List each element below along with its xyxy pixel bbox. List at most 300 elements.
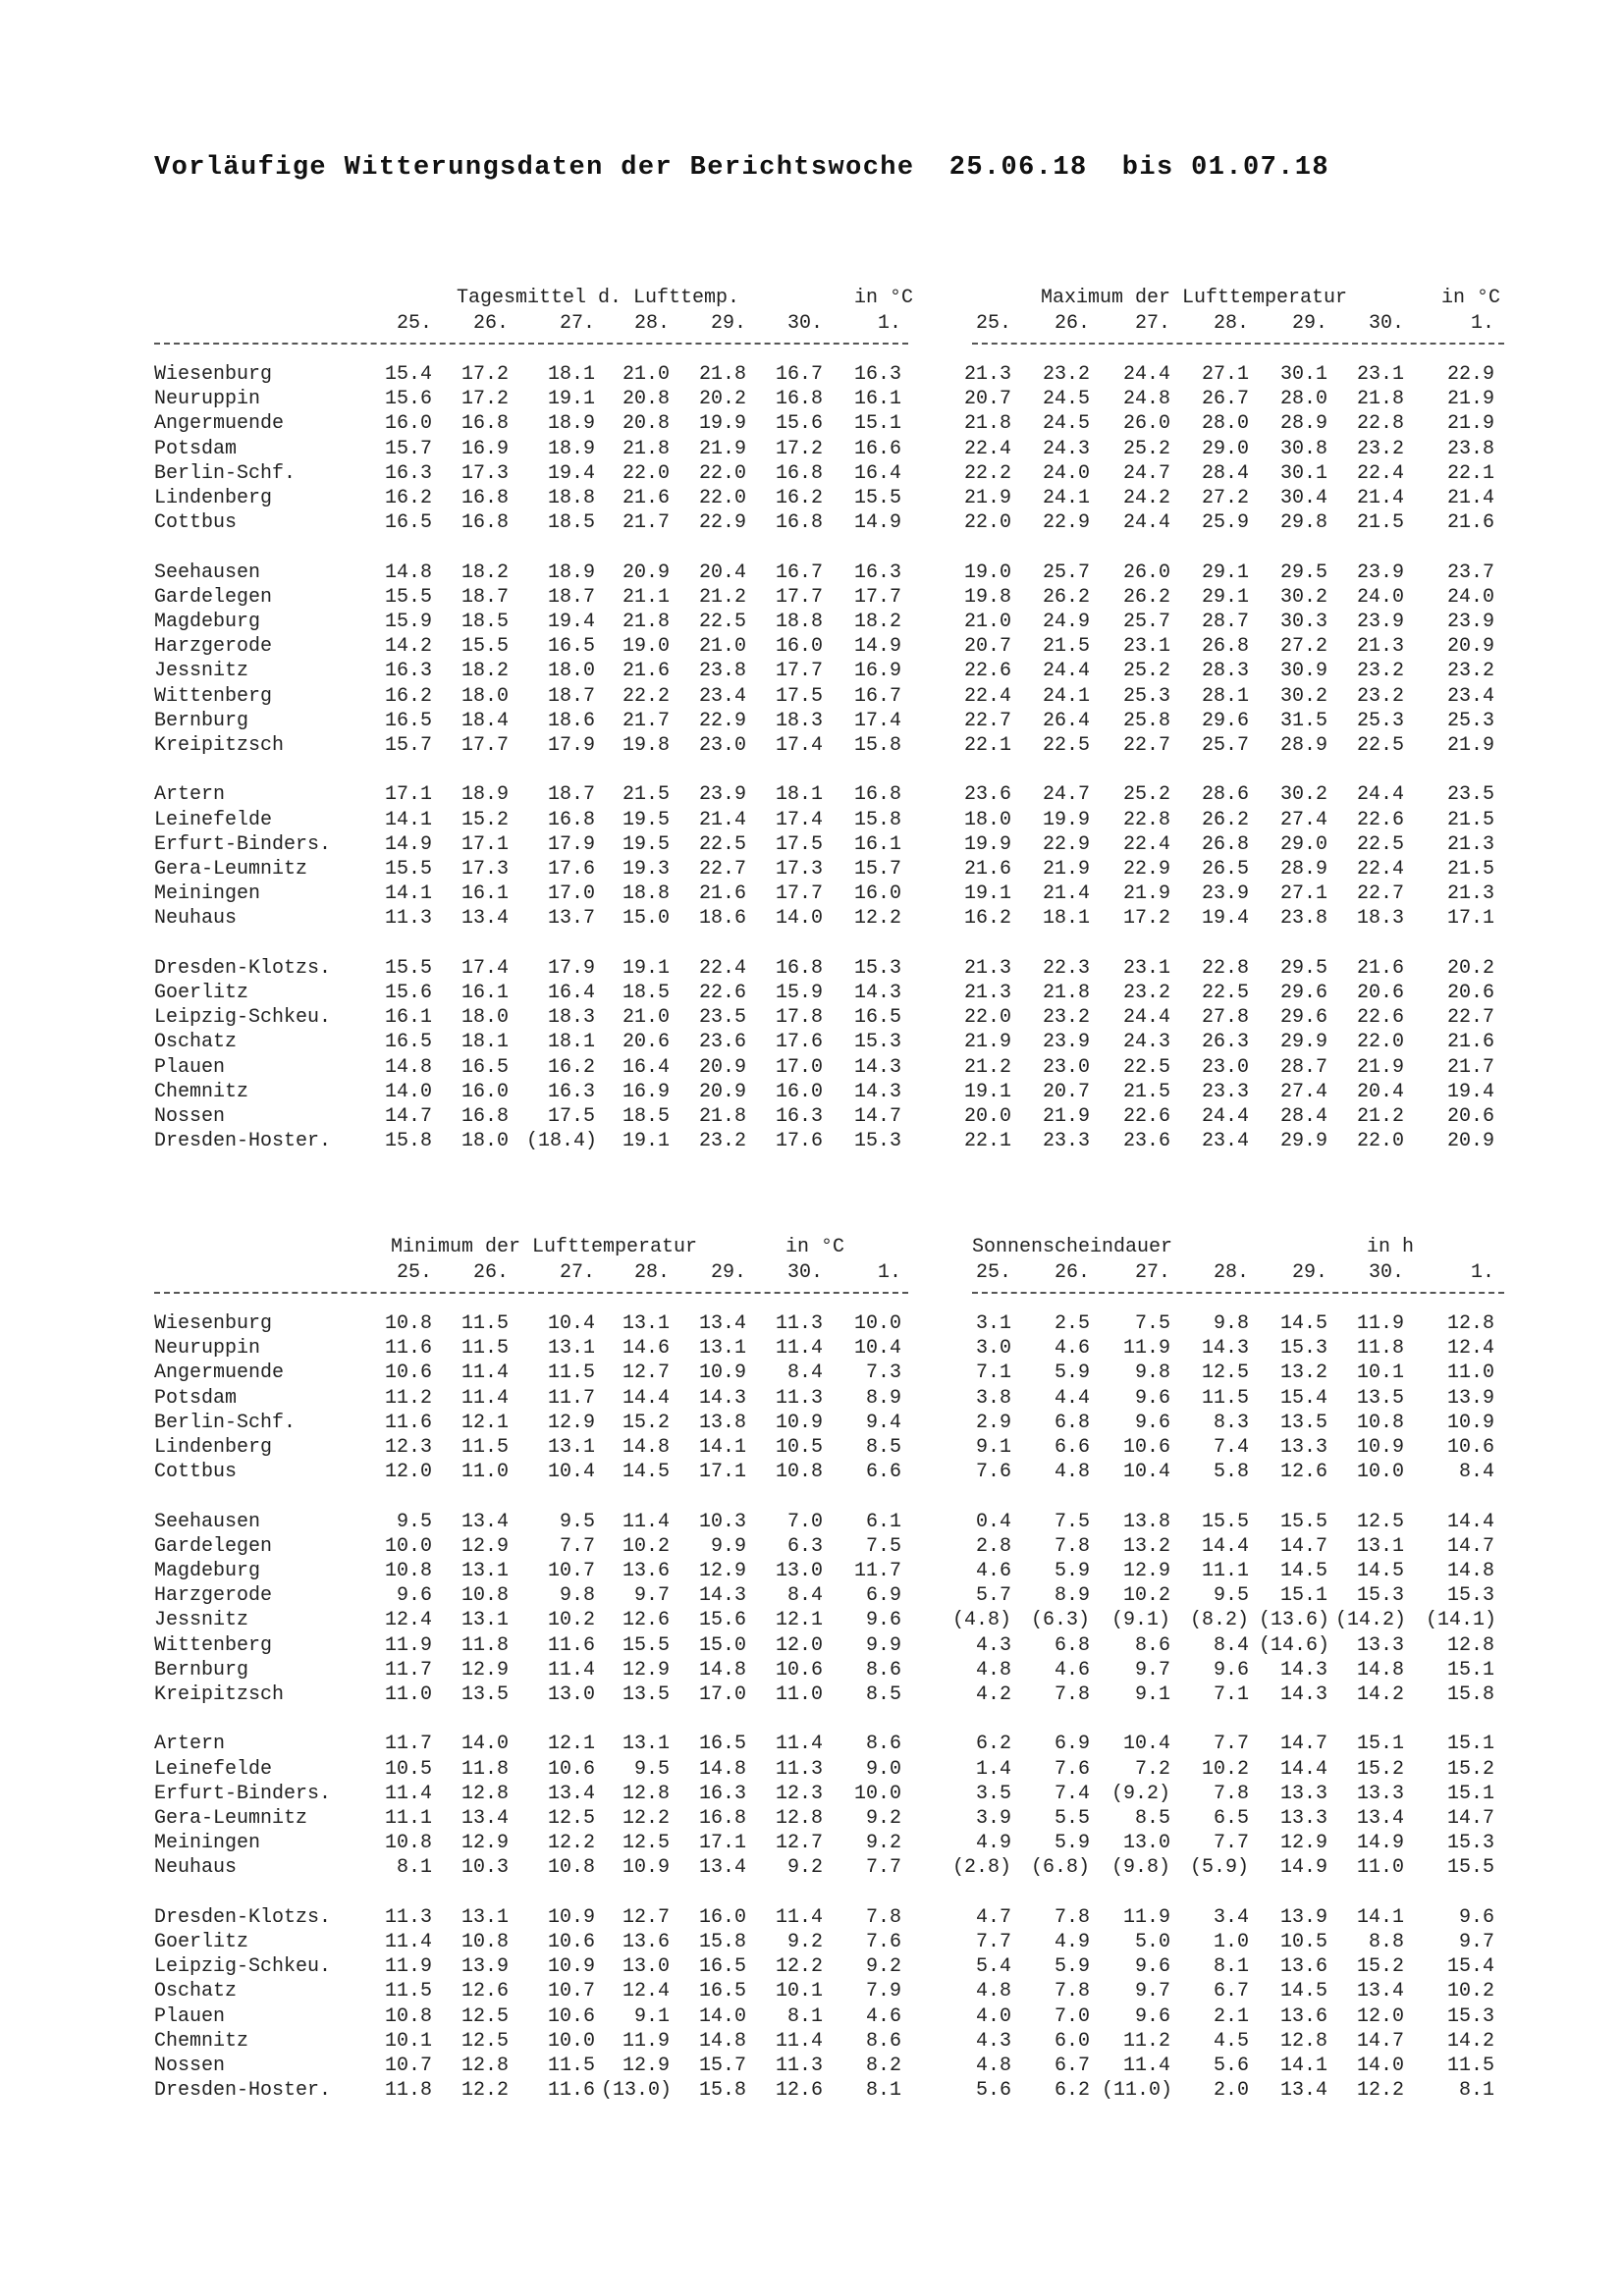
value-top-right: 30.1	[1279, 363, 1327, 386]
value-top-right: 21.4	[1042, 882, 1090, 906]
value-top-right: 25.2	[1122, 783, 1170, 807]
value-bottom-left: 16.0	[698, 1905, 746, 1929]
value-bottom-right: 9.6	[1213, 1658, 1249, 1682]
value-bottom-right: 15.1	[1446, 1782, 1494, 1805]
top-day-right: 1.	[1470, 312, 1494, 335]
value-bottom-left: 12.6	[775, 2079, 823, 2103]
value-top-left: 23.4	[698, 684, 746, 708]
value-bottom-right: 15.1	[1446, 1733, 1494, 1756]
value-bottom-left: 15.6	[698, 1609, 746, 1632]
value-bottom-left: 9.4	[865, 1411, 901, 1434]
value-bottom-right: 10.1	[1356, 1362, 1404, 1385]
value-bottom-right: 3.1	[975, 1312, 1011, 1335]
value-top-right: 22.6	[1356, 808, 1404, 831]
value-top-left: 18.1	[547, 363, 595, 386]
value-bottom-left: 7.6	[865, 1931, 901, 1953]
station-name: Leinefelde	[154, 808, 273, 831]
value-top-left: 22.0	[622, 461, 670, 485]
value-bottom-right: 13.4	[1279, 2079, 1327, 2103]
value-top-left: 23.8	[698, 660, 746, 683]
value-bottom-right: 13.4	[1356, 1807, 1404, 1830]
bottom-day-right: 25.	[975, 1261, 1011, 1284]
value-bottom-right: 4.2	[975, 1683, 1011, 1706]
value-top-right: 23.9	[1201, 882, 1249, 906]
value-top-left: 18.0	[460, 1130, 509, 1153]
value-top-right: 19.0	[963, 561, 1011, 584]
station-name: Neuruppin	[154, 388, 261, 411]
value-bottom-left: 13.4	[460, 1510, 509, 1533]
value-bottom-left: 12.8	[460, 1782, 509, 1805]
value-top-right: 26.7	[1201, 388, 1249, 411]
value-top-left: 16.2	[775, 487, 823, 509]
value-bottom-left: 13.8	[698, 1411, 746, 1434]
value-top-right: 22.6	[1356, 1006, 1404, 1030]
value-top-left: 18.9	[460, 783, 509, 807]
value-bottom-right: 10.2	[1201, 1757, 1249, 1781]
value-bottom-left: 12.5	[460, 2004, 509, 2028]
value-top-right: 29.0	[1279, 832, 1327, 856]
value-top-left: 18.6	[698, 907, 746, 931]
value-top-left: 16.2	[384, 684, 432, 708]
value-bottom-right: 9.6	[1134, 1411, 1170, 1434]
value-bottom-left: 10.8	[384, 2004, 432, 2028]
value-bottom-right: 13.4	[1356, 1980, 1404, 2003]
value-top-right: 19.1	[963, 1080, 1011, 1103]
value-top-right: 21.3	[1446, 832, 1494, 856]
value-bottom-left: 14.3	[698, 1386, 746, 1410]
bottom-day-left: 30.	[786, 1261, 823, 1284]
station-name: Neuhaus	[154, 907, 238, 931]
value-top-right: 22.4	[1122, 832, 1170, 856]
value-top-left: 20.9	[698, 1080, 746, 1103]
station-name: Plauen	[154, 1055, 226, 1079]
value-bottom-right: 6.8	[1054, 1633, 1090, 1657]
station-name: Neuhaus	[154, 1856, 238, 1880]
value-top-right: 21.9	[963, 487, 1011, 509]
value-bottom-left: 14.8	[698, 1757, 746, 1781]
value-bottom-right: (9.1)	[1110, 1609, 1170, 1632]
value-bottom-right: 7.6	[1054, 1757, 1090, 1781]
value-top-left: 17.4	[460, 956, 509, 980]
value-top-left: 16.5	[853, 1006, 901, 1030]
value-top-left: 15.5	[384, 956, 432, 980]
value-bottom-right: 10.5	[1279, 1931, 1327, 1953]
value-top-right: 22.9	[1446, 363, 1494, 386]
value-bottom-left: 10.4	[853, 1337, 901, 1361]
value-bottom-right: 7.7	[1213, 1733, 1249, 1756]
value-top-right: 25.3	[1446, 709, 1494, 732]
value-bottom-right: 9.6	[1134, 1386, 1170, 1410]
value-top-right: 19.9	[1042, 808, 1090, 831]
value-bottom-right: 7.6	[975, 1461, 1011, 1484]
value-bottom-left: 10.4	[547, 1461, 595, 1484]
top-day-left: 26.	[472, 312, 509, 335]
value-top-right: 31.5	[1279, 709, 1327, 732]
value-bottom-right: 14.7	[1446, 1807, 1494, 1830]
value-bottom-left: 14.8	[698, 2029, 746, 2053]
value-top-right: 28.9	[1279, 858, 1327, 881]
value-bottom-left: 7.7	[865, 1856, 901, 1880]
value-top-right: 23.3	[1042, 1130, 1090, 1153]
value-bottom-right: 14.8	[1356, 1658, 1404, 1682]
value-top-right: 20.4	[1356, 1080, 1404, 1103]
value-bottom-right: 15.1	[1279, 1584, 1327, 1608]
bottom-day-right: 27.	[1134, 1261, 1170, 1284]
station-name: Bernburg	[154, 1658, 249, 1682]
value-top-right: 22.9	[1122, 858, 1170, 881]
value-bottom-right: 13.2	[1122, 1534, 1170, 1558]
value-bottom-left: 8.1	[865, 2079, 901, 2103]
value-bottom-left: 11.5	[384, 1980, 432, 2003]
value-bottom-left: 10.6	[384, 1362, 432, 1385]
value-top-left: 17.4	[853, 709, 901, 732]
value-top-left: 12.2	[853, 907, 901, 931]
value-bottom-right: 6.5	[1213, 1807, 1249, 1830]
value-top-left: 16.9	[622, 1080, 670, 1103]
value-bottom-left: 10.9	[547, 1955, 595, 1979]
value-top-left: 17.9	[547, 956, 595, 980]
value-top-right: 22.6	[1122, 1105, 1170, 1128]
value-top-left: 14.7	[384, 1105, 432, 1128]
value-top-left: 22.9	[698, 511, 746, 535]
station-name: Goerlitz	[154, 982, 249, 1004]
value-bottom-left: 9.6	[865, 1609, 901, 1632]
value-top-left: 18.3	[547, 1006, 595, 1030]
value-top-right: 27.2	[1279, 635, 1327, 659]
value-top-right: 26.4	[1042, 709, 1090, 732]
value-bottom-left: 14.4	[622, 1386, 670, 1410]
value-bottom-left: 11.8	[384, 2079, 432, 2103]
value-bottom-left: 13.4	[698, 1856, 746, 1880]
value-bottom-right: 9.7	[1134, 1980, 1170, 2003]
value-bottom-left: 10.8	[775, 1461, 823, 1484]
value-top-left: 16.0	[775, 1080, 823, 1103]
value-top-left: 19.1	[622, 956, 670, 980]
value-top-right: 27.4	[1279, 808, 1327, 831]
value-top-right: 18.3	[1356, 907, 1404, 931]
value-top-left: 17.0	[547, 882, 595, 906]
value-top-right: 24.4	[1356, 783, 1404, 807]
value-bottom-right: (6.3)	[1030, 1609, 1090, 1632]
station-name: Lindenberg	[154, 487, 273, 509]
value-top-left: 18.1	[460, 1031, 509, 1054]
value-bottom-right: 9.1	[1134, 1683, 1170, 1706]
station-name: Bernburg	[154, 709, 249, 732]
value-bottom-right: 12.8	[1446, 1312, 1494, 1335]
value-top-left: 15.7	[853, 858, 901, 881]
value-top-left: 15.6	[775, 412, 823, 436]
value-top-right: 23.8	[1279, 907, 1327, 931]
value-bottom-left: 11.4	[775, 1733, 823, 1756]
value-bottom-left: 12.0	[775, 1633, 823, 1657]
value-bottom-right: 7.1	[1213, 1683, 1249, 1706]
value-top-left: 19.4	[547, 461, 595, 485]
value-top-left: 21.8	[698, 363, 746, 386]
value-top-left: 17.7	[853, 585, 901, 609]
value-top-left: 16.3	[384, 660, 432, 683]
value-bottom-left: 12.6	[460, 1980, 509, 2003]
value-bottom-right: 7.2	[1134, 1757, 1170, 1781]
value-top-right: 24.9	[1042, 611, 1090, 633]
value-bottom-right: 6.9	[1054, 1733, 1090, 1756]
value-bottom-left: 12.7	[622, 1362, 670, 1385]
value-bottom-right: 9.6	[1134, 1955, 1170, 1979]
value-bottom-left: 12.9	[547, 1411, 595, 1434]
value-bottom-right: (9.2)	[1110, 1782, 1170, 1805]
value-bottom-right: 5.6	[1213, 2055, 1249, 2077]
value-bottom-left: 12.3	[384, 1436, 432, 1459]
station-name: Potsdam	[154, 1386, 238, 1410]
value-top-right: 24.2	[1122, 487, 1170, 509]
value-top-right: 22.2	[963, 461, 1011, 485]
value-bottom-right: 7.4	[1213, 1436, 1249, 1459]
value-top-left: 21.0	[622, 363, 670, 386]
value-bottom-left: 10.1	[384, 2029, 432, 2053]
value-bottom-right: 14.1	[1356, 1905, 1404, 1929]
top-day-right: 27.	[1134, 312, 1170, 335]
value-top-left: 17.2	[775, 437, 823, 460]
value-top-left: 15.8	[853, 734, 901, 757]
value-top-left: 16.7	[775, 363, 823, 386]
station-name: Gardelegen	[154, 585, 273, 609]
value-bottom-right: 12.5	[1201, 1362, 1249, 1385]
value-bottom-left: 9.2	[786, 1856, 823, 1880]
value-top-left: 16.5	[384, 1031, 432, 1054]
value-top-right: 21.3	[1356, 635, 1404, 659]
top-day-right: 29.	[1291, 312, 1327, 335]
value-top-right: 22.5	[1122, 1055, 1170, 1079]
value-top-right: 26.5	[1201, 858, 1249, 881]
value-bottom-left: 8.5	[865, 1436, 901, 1459]
value-bottom-left: 9.8	[559, 1584, 595, 1608]
value-bottom-right: 8.5	[1134, 1807, 1170, 1830]
value-top-left: 14.1	[384, 882, 432, 906]
value-top-left: 19.4	[547, 611, 595, 633]
value-bottom-left: 13.4	[698, 1312, 746, 1335]
value-bottom-left: 11.4	[775, 1337, 823, 1361]
top-rule-right	[972, 343, 1504, 345]
value-bottom-right: 13.8	[1122, 1510, 1170, 1533]
value-top-right: 28.9	[1279, 412, 1327, 436]
value-top-left: 21.8	[698, 1105, 746, 1128]
value-top-right: 23.1	[1122, 956, 1170, 980]
value-bottom-left: 10.8	[384, 1312, 432, 1335]
value-top-right: 21.6	[1446, 1031, 1494, 1054]
value-top-right: 29.0	[1201, 437, 1249, 460]
value-top-right: 25.3	[1122, 684, 1170, 708]
value-top-right: 23.2	[1356, 437, 1404, 460]
value-bottom-right: 8.1	[1213, 1955, 1249, 1979]
value-bottom-left: 11.5	[460, 1337, 509, 1361]
value-bottom-left: 11.5	[460, 1436, 509, 1459]
value-bottom-right: 13.3	[1356, 1633, 1404, 1657]
value-bottom-right: 12.9	[1279, 1832, 1327, 1855]
value-top-left: 21.1	[622, 585, 670, 609]
value-top-right: 22.0	[963, 1006, 1011, 1030]
value-bottom-left: 10.6	[547, 1931, 595, 1953]
value-top-right: 25.7	[1201, 734, 1249, 757]
value-top-left: 17.3	[460, 858, 509, 881]
value-bottom-right: 14.1	[1279, 2055, 1327, 2077]
station-name: Chemnitz	[154, 1080, 249, 1103]
station-name: Potsdam	[154, 437, 238, 460]
value-top-left: 20.2	[698, 388, 746, 411]
station-name: Erfurt-Binders.	[154, 1782, 332, 1805]
value-bottom-right: 13.1	[1356, 1534, 1404, 1558]
value-bottom-left: 15.0	[698, 1633, 746, 1657]
value-bottom-left: 15.2	[622, 1411, 670, 1434]
value-top-right: 30.2	[1279, 684, 1327, 708]
value-top-right: 23.4	[1201, 1130, 1249, 1153]
value-bottom-left: 6.9	[865, 1584, 901, 1608]
value-top-left: 22.5	[698, 832, 746, 856]
value-bottom-left: 8.1	[786, 2004, 823, 2028]
station-name: Kreipitzsch	[154, 734, 285, 757]
top-day-left: 27.	[559, 312, 595, 335]
value-top-right: 29.5	[1279, 956, 1327, 980]
value-bottom-left: 12.8	[622, 1782, 670, 1805]
value-top-right: 28.0	[1201, 412, 1249, 436]
value-top-left: 18.5	[622, 1105, 670, 1128]
value-bottom-right: 4.0	[975, 2004, 1011, 2028]
value-bottom-right: 14.5	[1356, 1560, 1404, 1582]
value-bottom-left: 14.8	[622, 1436, 670, 1459]
value-top-left: 21.6	[622, 487, 670, 509]
value-bottom-left: 14.6	[622, 1337, 670, 1361]
value-top-left: 16.8	[460, 487, 509, 509]
value-top-left: 21.6	[622, 660, 670, 683]
value-top-left: 18.0	[547, 660, 595, 683]
value-top-left: 17.5	[775, 684, 823, 708]
value-bottom-right: (8.2)	[1189, 1609, 1249, 1632]
value-top-right: 21.4	[1446, 487, 1494, 509]
value-top-right: 18.1	[1042, 907, 1090, 931]
value-top-right: 23.7	[1446, 561, 1494, 584]
value-top-right: 21.8	[1042, 982, 1090, 1004]
value-top-left: 18.5	[460, 611, 509, 633]
value-bottom-left: 12.3	[775, 1782, 823, 1805]
value-top-left: 18.8	[622, 882, 670, 906]
value-top-left: 23.5	[698, 1006, 746, 1030]
station-name: Seehausen	[154, 561, 261, 584]
value-bottom-right: 15.3	[1446, 2004, 1494, 2028]
value-top-right: 29.8	[1279, 511, 1327, 535]
value-top-right: 22.5	[1201, 982, 1249, 1004]
value-top-right: 21.5	[1446, 808, 1494, 831]
value-bottom-right: 0.4	[975, 1510, 1011, 1533]
value-top-right: 24.4	[1122, 511, 1170, 535]
top-rule-left	[154, 343, 908, 345]
value-top-right: 20.2	[1446, 956, 1494, 980]
value-bottom-right: 11.9	[1356, 1312, 1404, 1335]
value-bottom-right: (2.8)	[951, 1856, 1011, 1880]
value-bottom-right: 9.6	[1458, 1905, 1494, 1929]
value-top-right: 24.3	[1122, 1031, 1170, 1054]
value-bottom-left: 12.8	[775, 1807, 823, 1830]
value-top-left: 15.5	[384, 585, 432, 609]
station-name: Erfurt-Binders.	[154, 832, 332, 856]
station-name: Gardelegen	[154, 1534, 273, 1558]
value-bottom-left: 11.4	[384, 1931, 432, 1953]
value-bottom-left: 11.6	[384, 1411, 432, 1434]
value-bottom-right: 15.1	[1356, 1733, 1404, 1756]
value-bottom-right: 11.9	[1122, 1905, 1170, 1929]
value-top-left: 14.8	[384, 561, 432, 584]
value-bottom-left: 10.6	[547, 1757, 595, 1781]
value-bottom-left: 10.2	[547, 1609, 595, 1632]
value-bottom-right: 2.8	[975, 1534, 1011, 1558]
value-top-right: 21.9	[1446, 412, 1494, 436]
value-top-right: 22.4	[963, 437, 1011, 460]
station-name: Leipzig-Schkeu.	[154, 1955, 332, 1979]
value-top-left: 22.0	[698, 487, 746, 509]
value-bottom-right: 15.3	[1446, 1584, 1494, 1608]
bottom-day-right: 30.	[1368, 1261, 1404, 1284]
value-bottom-right: 4.8	[975, 1658, 1011, 1682]
value-top-left: 16.8	[460, 412, 509, 436]
value-top-left: 16.2	[547, 1055, 595, 1079]
value-top-left: 17.2	[460, 388, 509, 411]
value-top-left: 14.9	[853, 511, 901, 535]
bottom-day-left: 1.	[877, 1261, 901, 1284]
value-bottom-left: 10.1	[775, 1980, 823, 2003]
value-bottom-left: 7.9	[865, 1980, 901, 2003]
value-bottom-left: 10.2	[622, 1534, 670, 1558]
value-top-right: 24.4	[1042, 660, 1090, 683]
value-top-left: 21.8	[622, 437, 670, 460]
value-top-right: 21.3	[963, 982, 1011, 1004]
value-bottom-right: 2.9	[975, 1411, 1011, 1434]
value-bottom-left: 11.3	[775, 1757, 823, 1781]
value-bottom-right: 2.5	[1054, 1312, 1090, 1335]
value-top-left: 18.2	[460, 561, 509, 584]
value-bottom-right: 7.8	[1054, 1980, 1090, 2003]
value-bottom-right: 10.9	[1446, 1411, 1494, 1434]
value-bottom-left: 11.9	[384, 1633, 432, 1657]
value-top-left: 18.0	[460, 1006, 509, 1030]
value-bottom-right: 14.5	[1279, 1312, 1327, 1335]
bottom-rule-left	[154, 1292, 908, 1294]
value-bottom-right: 1.4	[975, 1757, 1011, 1781]
value-top-left: 14.8	[384, 1055, 432, 1079]
value-bottom-left: 16.3	[698, 1782, 746, 1805]
value-bottom-right: 11.0	[1446, 1362, 1494, 1385]
value-top-right: 29.1	[1201, 561, 1249, 584]
value-bottom-right: 7.4	[1054, 1782, 1090, 1805]
bottom-left-label: Minimum der Lufttemperatur	[391, 1236, 698, 1258]
value-bottom-left: 13.1	[622, 1733, 670, 1756]
value-bottom-left: 10.8	[460, 1584, 509, 1608]
value-top-left: 15.6	[384, 388, 432, 411]
value-top-left: 16.5	[384, 709, 432, 732]
station-name: Nossen	[154, 2055, 226, 2077]
value-top-left: 21.7	[622, 511, 670, 535]
value-top-right: 26.8	[1201, 635, 1249, 659]
value-top-right: 22.1	[1446, 461, 1494, 485]
value-top-left: 15.5	[853, 487, 901, 509]
top-day-right: 25.	[975, 312, 1011, 335]
value-bottom-left: 9.5	[559, 1510, 595, 1533]
value-top-right: 26.0	[1122, 412, 1170, 436]
value-bottom-right: 10.0	[1356, 1461, 1404, 1484]
value-top-left: 22.6	[698, 982, 746, 1004]
value-top-left: 16.8	[460, 1105, 509, 1128]
value-bottom-left: 12.2	[622, 1807, 670, 1830]
value-top-right: 22.3	[1042, 956, 1090, 980]
value-top-left: 18.0	[460, 684, 509, 708]
value-top-right: 20.9	[1446, 635, 1494, 659]
value-top-right: 25.3	[1356, 709, 1404, 732]
